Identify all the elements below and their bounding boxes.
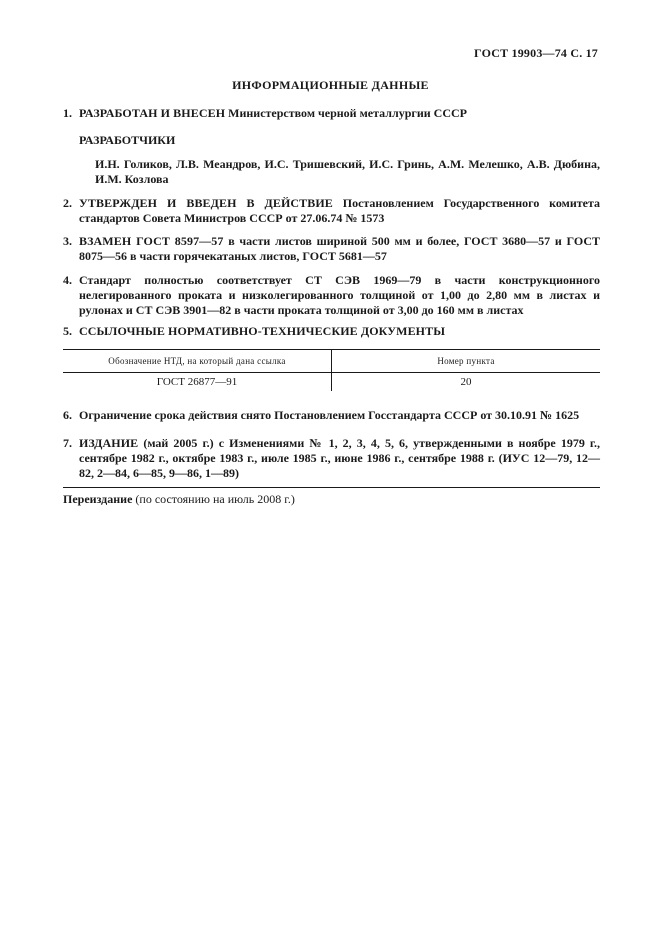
table-header-row (63, 350, 600, 373)
item-text: в части листов шириной 500 мм и более, ГОСТ 3680—57 и ГОСТ 8075—56 в части горячекатаных листов, ГОСТ 5681—57 (79, 234, 600, 263)
info-item-2 (63, 196, 600, 226)
table-header-cell: Номер пункта (332, 350, 601, 373)
reprint-text: (по состоянию на июль 2008 г.) (135, 492, 295, 506)
table-cell: 20 (332, 373, 601, 392)
info-item-4 (63, 273, 600, 318)
item-text: Стандарт полностью соответствует СТ СЭВ 1969—79 в части конструкционного нелегированного проката и низколегированного толщиной от 1,00 до 2,80 мм в листах и рулонах и СТ СЭВ 3901—82 в части проката толщиной от 3,00 до 160 мм в листах (79, 273, 600, 317)
info-item-3 (63, 234, 600, 264)
info-item-1 (63, 106, 600, 121)
reprint-note (63, 492, 295, 507)
reference-documents-table (63, 349, 600, 391)
developers-list: И.Н. Голиков, Л.В. Меандров, И.С. Тришевский, И.С. Гринь, А.М. Мелешко, А.В. Дюбина, И.М. Козлова (95, 157, 600, 186)
divider-rule (63, 487, 600, 488)
item-lead: ВЗАМЕН ГОСТ 8597—57 (79, 234, 224, 248)
item-text: Постановлением Государственного комитета стандартов Совета Министров СССР от 27.06.74 № 1573 (79, 196, 601, 225)
item-lead: РАЗРАБОТАН И ВНЕСЕН (79, 106, 226, 120)
item-text: (май 2005 г.) с Изменениями № 1, 2, 3, 4, 5, 6, утвержденными в ноябре 1979 г., сентябре 1982 г., октябре 1983 г., июле 1985 г., июне 1986 г., сентябре 1988 г. (ИУС 12—79, 12—82, 2—84, 6—85, 9—86, 1—89) (79, 436, 601, 480)
info-item-6 (63, 408, 600, 423)
item-number: 7. (63, 436, 72, 450)
document-title: ИНФОРМАЦИОННЫЕ ДАННЫЕ (232, 78, 429, 92)
item-number: 5. (63, 324, 72, 338)
item-number: 3. (63, 234, 72, 248)
developers-heading: РАЗРАБОТЧИКИ (79, 133, 176, 147)
item-text: Ограничение срока действия снято Постановлением Госстандарта СССР от 30.10.91 № 1625 (79, 408, 580, 422)
table-row (63, 373, 600, 392)
item-number: 6. (63, 408, 72, 422)
item-text: Министерством черной металлургии СССР (228, 106, 467, 120)
table-header-cell: Обозначение НТД, на который дана ссылка (63, 350, 332, 373)
page-header: ГОСТ 19903—74 С. 17 (474, 46, 598, 60)
table-cell: ГОСТ 26877—91 (156, 376, 238, 388)
info-item-7 (63, 436, 600, 481)
item-lead: ИЗДАНИЕ (79, 436, 139, 450)
item-lead: ССЫЛОЧНЫЕ НОРМАТИВНО-ТЕХНИЧЕСКИЕ ДОКУМЕНТЫ (79, 324, 446, 338)
info-item-5 (63, 324, 600, 339)
item-number: 2. (63, 196, 72, 210)
item-number: 1. (63, 106, 72, 120)
item-lead: УТВЕРЖДЕН И ВВЕДЕН В ДЕЙСТВИЕ (79, 196, 333, 210)
item-number: 4. (63, 273, 72, 287)
reprint-label: Переиздание (63, 492, 133, 506)
